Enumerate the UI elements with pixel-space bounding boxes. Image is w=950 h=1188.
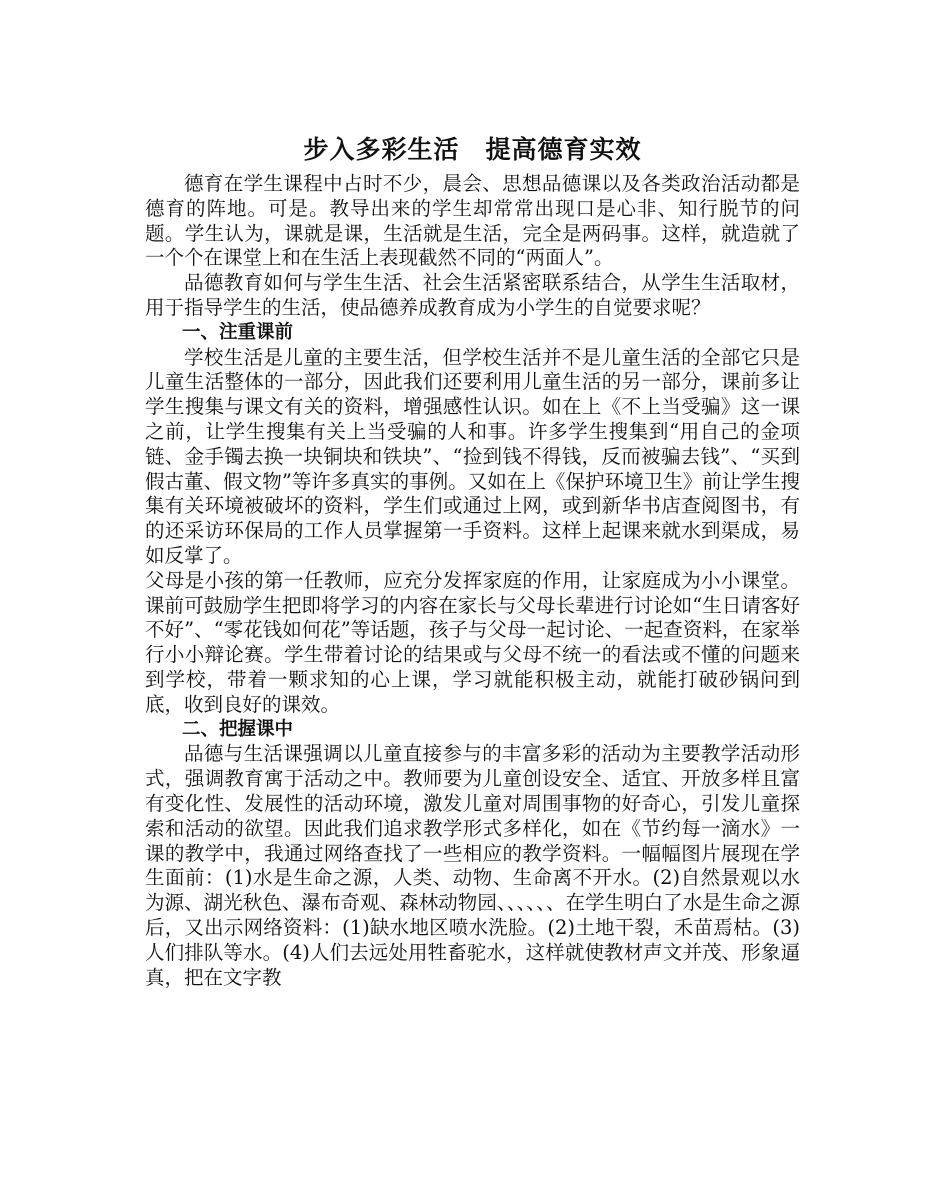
section-heading-before-class: 一、注重课前 xyxy=(182,321,294,343)
paragraph-during-class: 品德与生活课强调以儿童直接参与的丰富多彩的活动为主要教学活动形式，强调教育寓于活动之中。教师要为儿童创设安全、适宜、开放多样且富有变化性、发展性的活动环境，激发儿童对周围事物的好奇心，引发儿童探索和活动的欲望。因此我们追求教学形式多样化，如在《节约每一滴水》一课的教学中，我通过网络查找了一些相应的教学资料。一幅幅图片展现在学生面前：(1)水是生命之源，人类、动物、生命离不开水。(2)自然景观以水为源、湖光秋色、瀑布奇观、森林动物园、、、、、、在学生明白了水是生命之源后，又出示网络资料：(1)缺水地区喷水洗脸。(2)土地干裂，禾苗焉枯。(3)人们排队等水。(4)人们去远处用牲畜驼水，这样就使教材声文并茂、形象逼真，把在文字教 xyxy=(145,742,800,989)
paragraph-before-class-school: 学校生活是儿童的主要生活，但学校生活并不是儿童生活的全部它只是儿童生活整体的一部分，因此我们还要利用儿童生活的另一部分，课前多让学生搜集与课文有关的资料，增强感性认识。如在上《不上当受骗》这一课之前，让学生搜集有关上当受骗的人和事。许多学生搜集到“用自己的金项链、金手镯去换一块铜块和铁块”、“捡到钱不得钱，反而被骗去钱”、“买到假古董、假文物”等许多真实的事例。又如在上《保护环境卫生》前让学生搜集有关环境被破坏的资料，学生们或通过上网，或到新华书店查阅图书，有的还采访环保局的工作人员掌握第一手资料。这样上起课来就水到渠成，易如反掌了。 xyxy=(145,345,800,567)
section-heading-during-class: 二、把握课中 xyxy=(182,718,294,740)
document-page xyxy=(145,128,800,990)
document-title: 步入多彩生活 提高德育实效 xyxy=(303,135,642,164)
paragraph-before-class-family: 父母是小孩的第一任教师，应充分发挥家庭的作用，让家庭成为小小课堂。课前可鼓励学生把即将学习的内容在家长与父母长辈进行讨论如“生日请客好不好”、“零花钱如何花”等话题，孩子与父母一起讨论、一起查资料，在家举行小小辩论赛。学生带着讨论的结果或与父母不统一的看法或不懂的问题来到学校，带着一颗求知的心上课，学习就能积极主动，就能打破砂锅问到底，收到良好的课效。 xyxy=(145,568,800,716)
paragraph-question: 品德教育如何与学生生活、社会生活紧密联系结合，从学生生活取材，用于指导学生的生活，使品德养成教育成为小学生的自觉要求呢？ xyxy=(145,271,800,319)
paragraph-intro: 德育在学生课程中占时不少，晨会、思想品德课以及各类政治活动都是德育的阵地。可是。教导出来的学生却常常出现口是心非、知行脱节的问题。学生认为，课就是课，生活就是生活，完全是两码事。这样，就造就了一个个在课堂上和在生活上表现截然不同的“两面人”。 xyxy=(145,172,800,270)
